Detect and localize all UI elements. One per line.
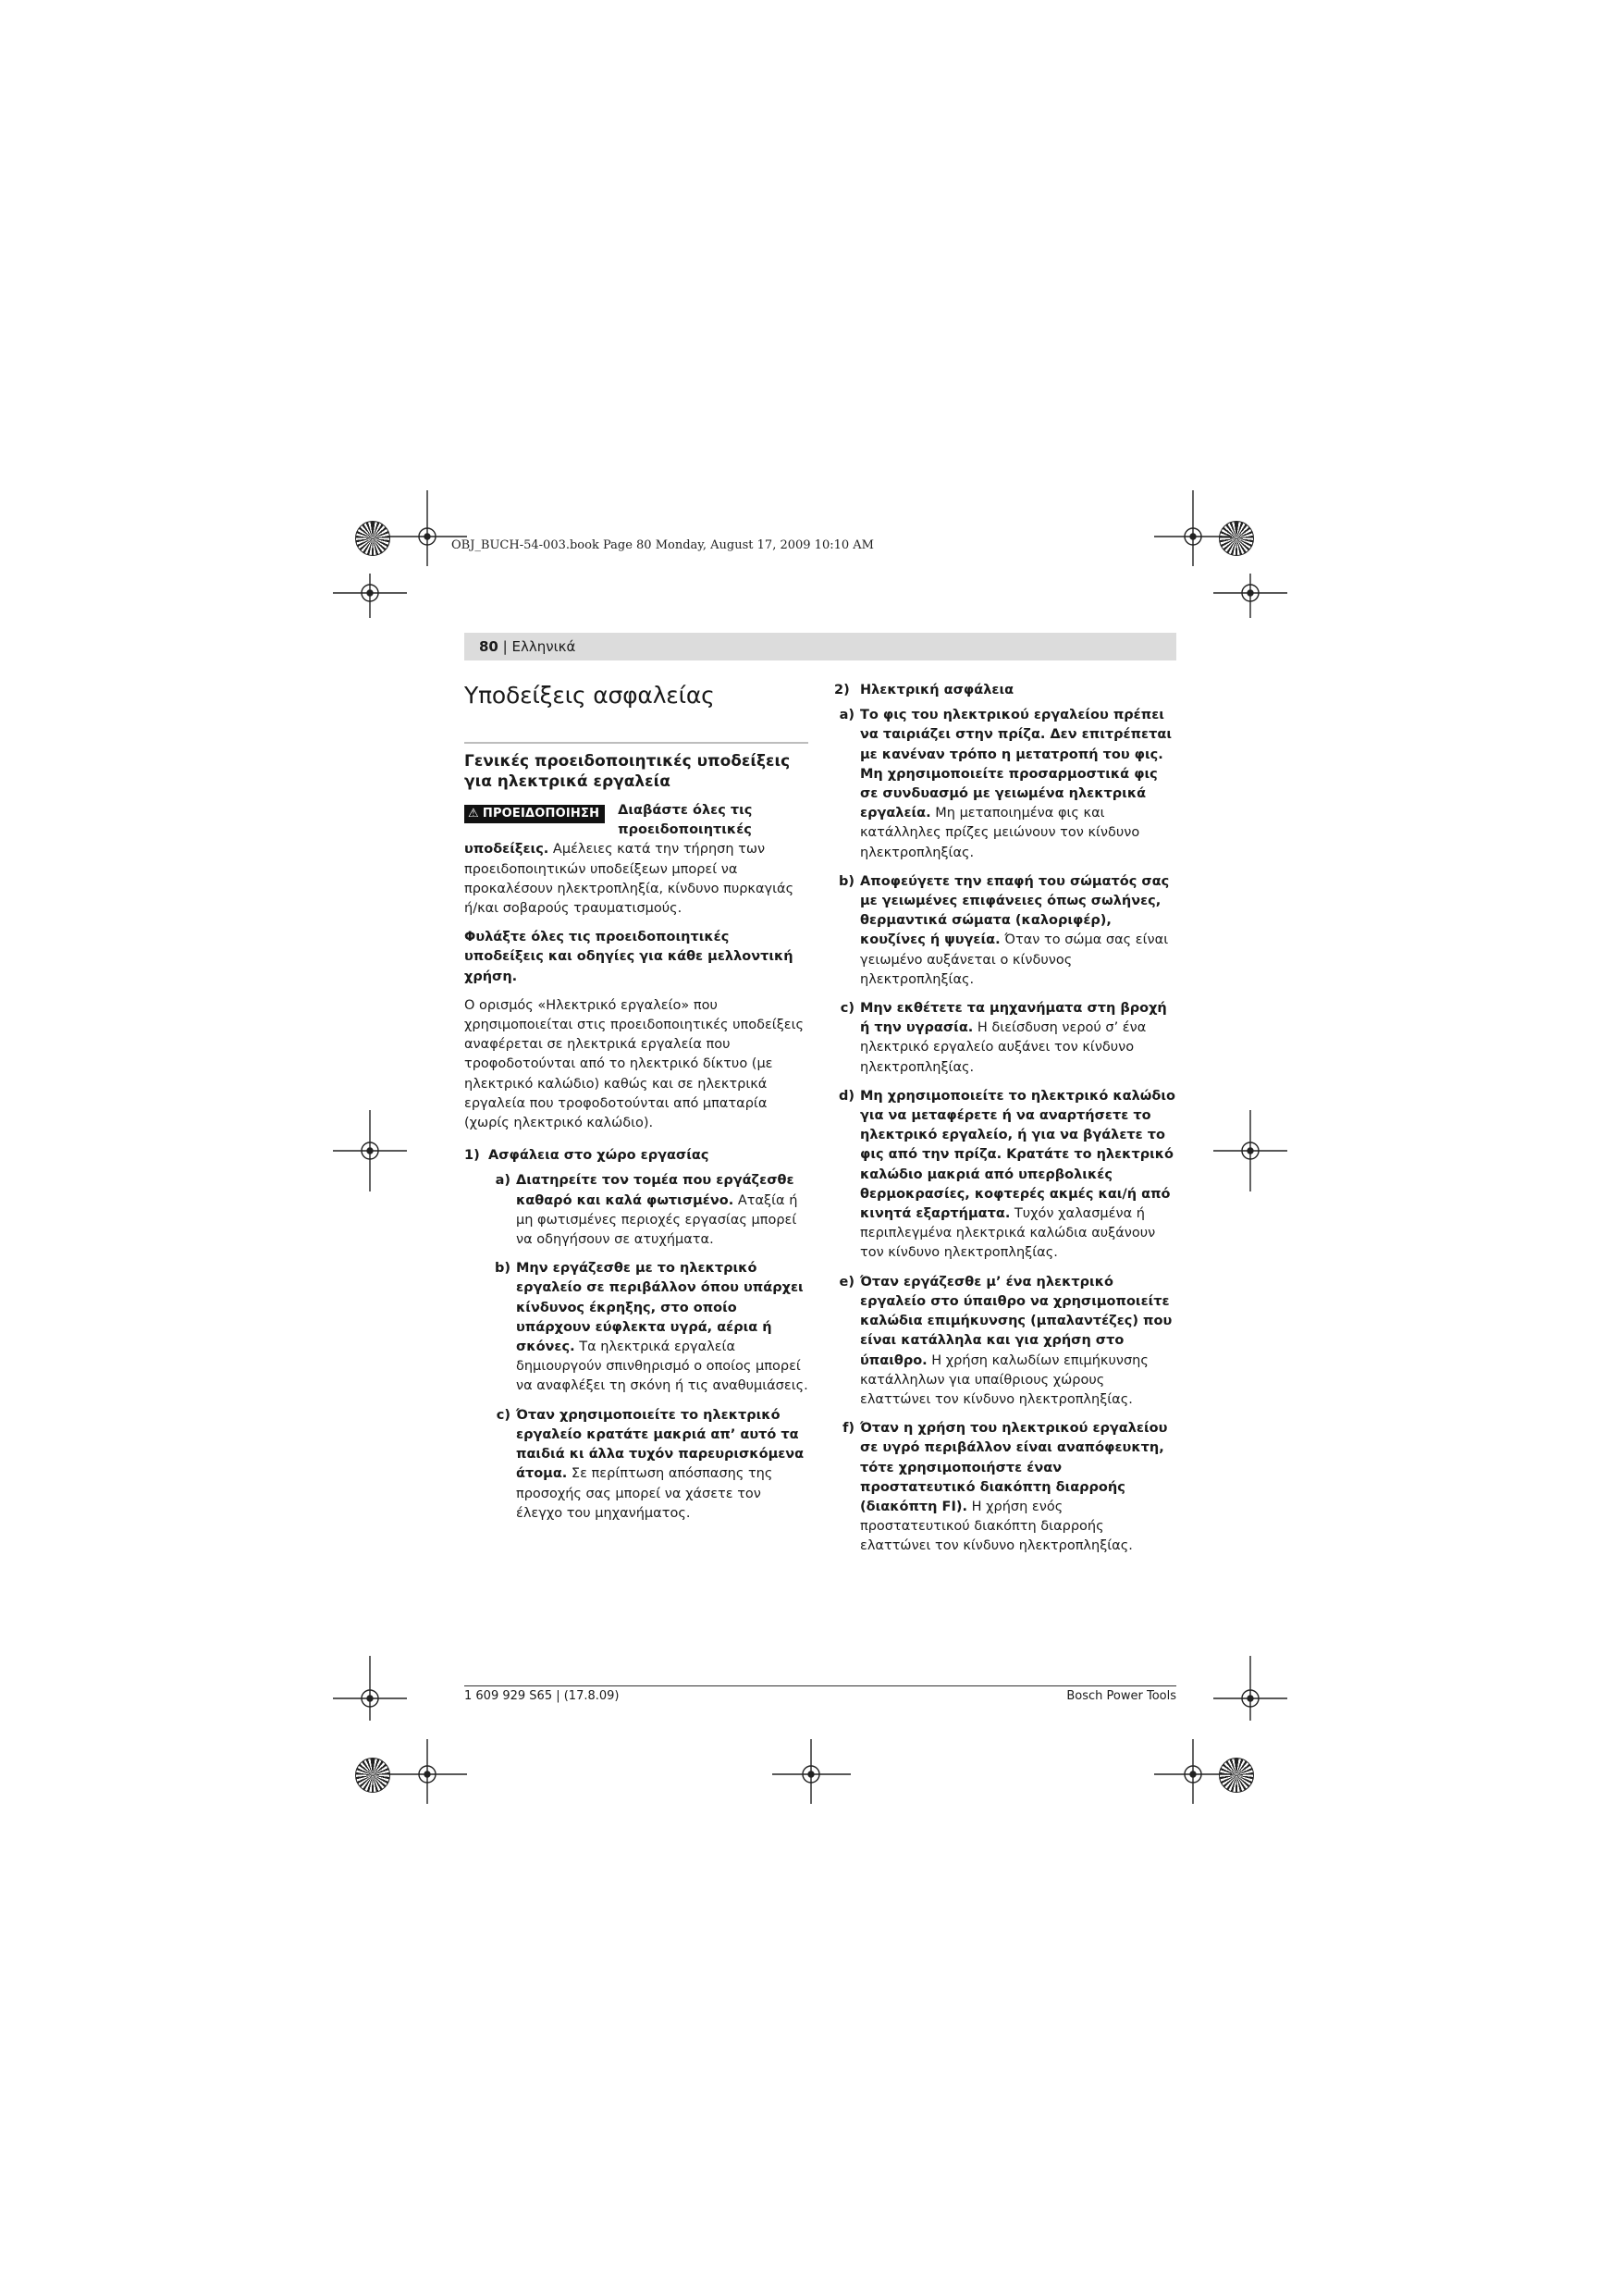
item-body: Τυχόν χαλασμένα ή περιπλεγμένα ηλεκτρικά καλώδια αυξάνουν τον κίνδυνο ηλεκτροπληξίας. (860, 1206, 1156, 1261)
item-body: Μη μεταποιημένα φις και κατάλληλες πρίζες μειώνουν τον κίνδυνο ηλεκτροπληξίας. (860, 806, 1140, 860)
section-1-list (464, 1171, 808, 1523)
page-title: Υποδείξεις ασφαλείας (464, 682, 715, 709)
header-separator: | (498, 638, 512, 655)
item-text (860, 999, 1176, 1078)
list-item (834, 1087, 1176, 1264)
item-label: f) (842, 1421, 855, 1437)
item-bold: Μην εκθέτετε τα μηχανήματα στη βροχή ή την υγρασία. (860, 1001, 1167, 1036)
item-text (860, 1087, 1176, 1264)
header-language: Ελληνικά (511, 638, 576, 655)
footer-brand: Bosch Power Tools (1066, 1689, 1176, 1703)
print-slug: OBJ_BUCH-54-003.book Page 80 Monday, August 17, 2009 10:10 AM (451, 538, 874, 552)
item-text (860, 1419, 1176, 1556)
page-header (464, 633, 1176, 660)
item-body: Η χρήση ενός προστατευτικού διακόπτη διαρροής ελαττώνει τον κίνδυνο ηλεκτροπληξίας. (860, 1499, 1133, 1554)
section-2-title: Ηλεκτρική ασφάλεια (860, 683, 1014, 697)
item-bold: Μη χρησιμοποιείτε το ηλεκτρικό καλώδιο για να μεταφέρετε ή να αναρτήσετε το ηλεκτρικό εργαλείο, ή για να βγάλετε το φις από την πρίζα. Κρατάτε το ηλεκτρικό καλώδιο μακριά από υπερβολικές θερμοκρασίες, κοφτερές ακμές και/ή από κινητά εξαρτήματα. (860, 1088, 1175, 1222)
list-item (834, 872, 1176, 990)
item-bold: Όταν εργάζεσθε μ’ ένα ηλεκτρικό εργαλείο στο ύπαιθρο να χρησιμοποιείτε καλώδια επιμήκυνσης (μπαλαντέζες) που είναι κατάλληλα και για χρήση στο ύπαιθρο. (860, 1274, 1173, 1368)
right-column (834, 681, 1176, 1566)
left-column (464, 681, 808, 1533)
warning-badge (464, 805, 605, 823)
item-text (860, 1273, 1176, 1410)
section-1-title: Ασφάλεια στο χώρο εργασίας (488, 1148, 709, 1164)
item-text (860, 706, 1176, 863)
item-label: a) (839, 708, 855, 723)
item-bold: Το φις του ηλεκτρικού εργαλείου πρέπει να ταιριάζει στην πρίζα. Δεν επιτρέπεται με κανέναν τρόπο η μετατροπή του φις. Μη χρησιμοποιείτε προσαρμοστικά φις σε συνδυασμό με γειωμένα ηλεκτρικά εργαλεία. (860, 708, 1172, 821)
item-text (860, 872, 1176, 990)
section-subhead: Γενικές προειδοποιητικές υποδείξεις για ηλεκτρικά εργαλεία (464, 752, 791, 791)
item-label: e) (839, 1274, 855, 1290)
list-item (464, 1406, 808, 1524)
section-1-number: 1) (464, 1148, 480, 1164)
item-body: Η χρήση καλωδίων επιμήκυνσης κατάλληλων για υπαίθριους χώρους ελαττώνει τον κίνδυνο ηλεκτροπληξίας. (860, 1352, 1149, 1407)
item-label: b) (838, 873, 855, 889)
subhead-rule (464, 742, 808, 744)
list-item (834, 706, 1176, 863)
list-item (464, 1171, 808, 1250)
page-number: 80 (479, 638, 498, 655)
footer-rule (464, 1685, 1176, 1686)
keep-note: Φυλάξτε όλες τις προειδοποιητικές υποδείξεις και οδηγίες για κάθε μελλοντική χρήση. (464, 930, 793, 984)
item-bold: Όταν χρησιμοποιείτε το ηλεκτρικό εργαλείο κρατάτε μακριά απ’ αυτό τα παιδιά κι άλλα τυχόν παρευρισκόμενα άτομα. (516, 1407, 805, 1482)
item-label: d) (838, 1088, 855, 1104)
item-text (516, 1171, 808, 1250)
item-body: Τα ηλεκτρικά εργαλεία δημιουργούν σπινθηρισμό ο οποίος μπορεί να αναφλέξει τη σκόνη ή τις αναθυμιάσεις. (516, 1339, 808, 1394)
item-bold: Όταν η χρήση του ηλεκτρικού εργαλείου σε υγρό περιβάλλον είναι αναπόφευκτη, τότε χρησιμοποιήστε έναν προστατευτικό διακόπτη διαρροής (διακόπτη FI). (860, 1421, 1168, 1514)
item-text (516, 1406, 808, 1524)
list-item (834, 1419, 1176, 1556)
item-body: Όταν το σώμα σας είναι γειωμένο αυξάνεται ο κίνδυνος ηλεκτροπληξίας. (860, 932, 1169, 987)
section-2-heading (834, 681, 1176, 700)
section-2-list (834, 706, 1176, 1556)
item-body: Σε περίπτωση απόσπασης της προσοχής σας μπορεί να χάσετε τον έλεγχο του μηχανήματος. (516, 1466, 773, 1521)
item-label: c) (840, 1001, 855, 1017)
item-label: b) (494, 1261, 510, 1277)
item-body: Η διείσδυση νερού σ’ ένα ηλεκτρικό εργαλείο αυξάνει τον κίνδυνο ηλεκτροπληξίας. (860, 1020, 1147, 1075)
section-2-number: 2) (834, 683, 850, 697)
warning-badge-label: ΠΡΟΕΙΔΟΠΟΙΗΣΗ (482, 807, 600, 821)
warning-lead: Διαβάστε όλες τις προειδοποιητικές υποδείξεις. (464, 803, 753, 858)
item-bold: Αποφεύγετε την επαφή του σώματός σας με γειωμένες επιφάνειες όπως σωλήνες, θερμαντικά σώματα (καλοριφέρ), κουζίνες ή ψυγεία. (860, 873, 1170, 948)
list-item (834, 999, 1176, 1078)
list-item (464, 1259, 808, 1396)
item-label: c) (496, 1407, 510, 1423)
footer-doc-number: 1 609 929 S65 | (17.8.09) (464, 1689, 620, 1703)
item-label: a) (495, 1173, 510, 1189)
item-bold: Μην εργάζεσθε με το ηλεκτρικό εργαλείο σε περιβάλλον όπου υπάρχει κίνδυνος έκρηξης, στο οποίο υπάρχουν εύφλεκτα υγρά, αέρια ή σκόνες. (516, 1261, 804, 1355)
list-item (834, 1273, 1176, 1410)
section-1-heading (464, 1146, 808, 1166)
warning-text: Αμέλειες κατά την τήρηση των προειδοποιητικών υποδείξεων μπορεί να προκαλέσουν ηλεκτροπληξία, κίνδυνο πυρκαγιάς ή/και σοβαρούς τραυματισμούς. (464, 842, 794, 917)
warning-triangle-icon: ⚠ (468, 807, 479, 821)
item-text (516, 1259, 808, 1396)
definition-paragraph: Ο ορισμός «Ηλεκτρικό εργαλείο» που χρησιμοποιείται στις προειδοποιητικές υποδείξεις αναφέρεται σε ηλεκτρικά εργαλεία που τροφοδοτούνται από το ηλεκτρικό δίκτυο (με ηλεκτρικό καλώδιο) καθώς και σε ηλεκτρικά εργαλεία που τροφοδοτούνται από μπαταρία (χωρίς ηλεκτρικό καλώδιο). (464, 997, 805, 1131)
warning-paragraph (464, 801, 808, 919)
item-body: Αταξία ή μη φωτισμένες περιοχές εργασίας μπορεί να οδηγήσουν σε ατυχήματα. (516, 1192, 798, 1248)
item-bold: Διατηρείτε τον τομέα που εργάζεσθε καθαρό και καλά φωτισμένο. (516, 1173, 794, 1208)
